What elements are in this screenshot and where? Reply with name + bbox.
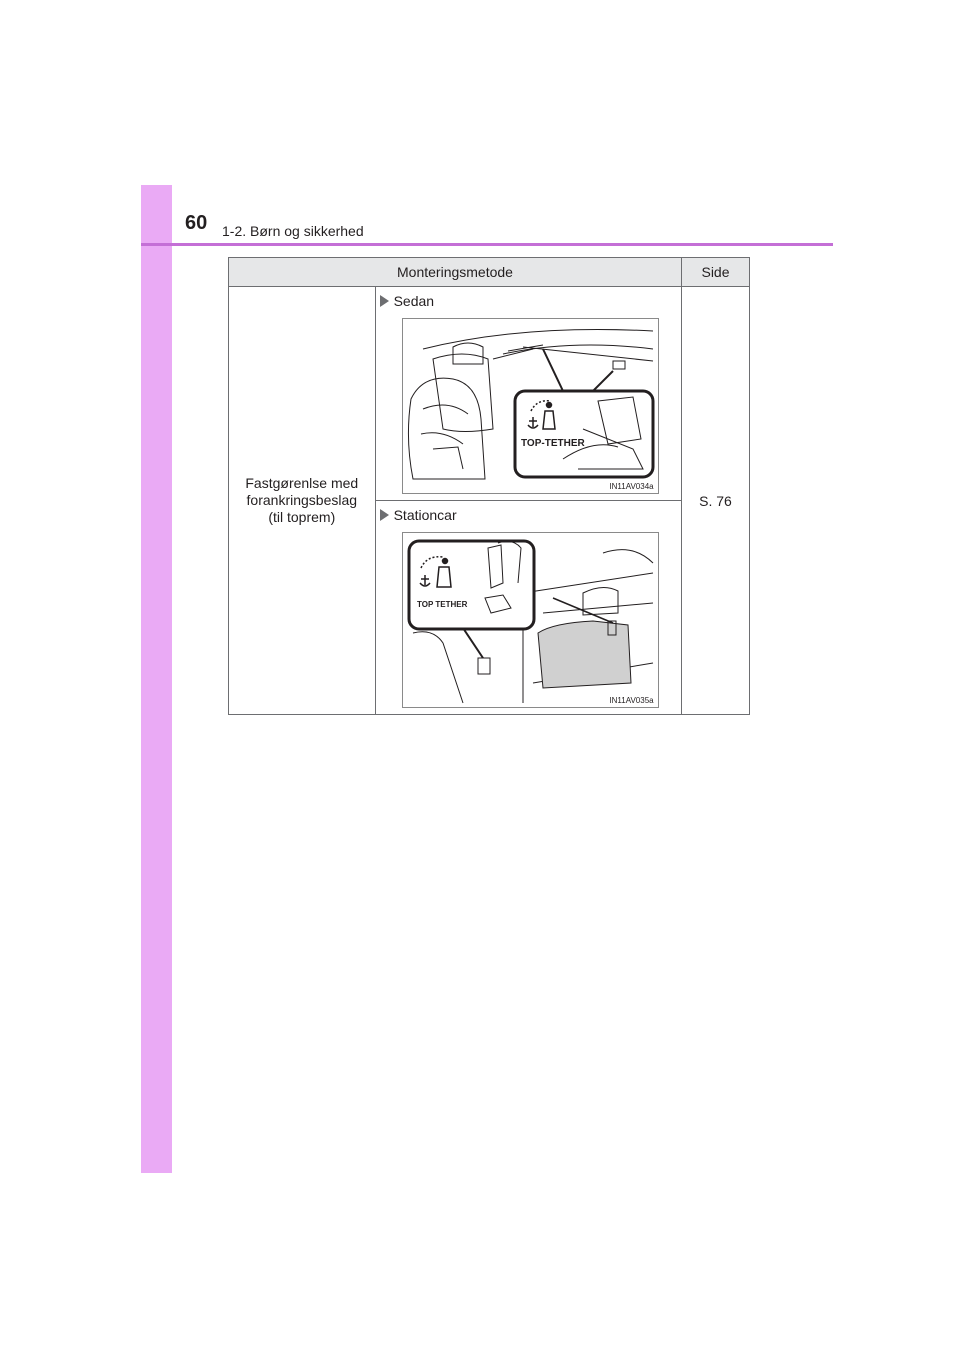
page-number: 60 xyxy=(185,212,208,234)
variant-label: Sedan xyxy=(393,293,435,309)
variant-heading-stationcar xyxy=(376,503,681,527)
figure-code: IN11AV035a xyxy=(609,696,654,705)
section-title: 1-2. Børn og sikkerhed xyxy=(222,223,364,239)
triangle-bullet-icon xyxy=(380,509,389,521)
column-header-method: Monteringsmetode xyxy=(229,258,682,287)
table-row xyxy=(229,287,750,501)
stationcar-illustration xyxy=(402,532,659,708)
table-header-row xyxy=(229,258,750,287)
figure-code: IN11AV034a xyxy=(609,482,654,491)
stationcar-drawing xyxy=(403,533,658,707)
method-label: Fastgørenlse med forankringsbeslag (til toprem) xyxy=(245,475,359,525)
mounting-table xyxy=(228,257,750,715)
callout-label: TOP TETHER xyxy=(416,600,467,609)
variant-heading-sedan xyxy=(376,289,681,313)
callout-label: TOP-TETHER xyxy=(520,438,585,449)
variant-cell-stationcar xyxy=(375,501,681,715)
chapter-side-tab xyxy=(141,185,172,1173)
variant-cell-sedan xyxy=(375,287,681,501)
variant-label: Stationcar xyxy=(393,507,457,523)
page-ref-cell xyxy=(682,287,750,715)
triangle-bullet-icon xyxy=(380,295,389,307)
column-header-page: Side xyxy=(682,258,750,287)
sedan-illustration xyxy=(402,318,659,494)
sedan-drawing xyxy=(403,319,658,493)
header-rule xyxy=(141,243,833,246)
method-cell xyxy=(229,287,376,715)
page-ref: S. 76 xyxy=(699,492,732,509)
